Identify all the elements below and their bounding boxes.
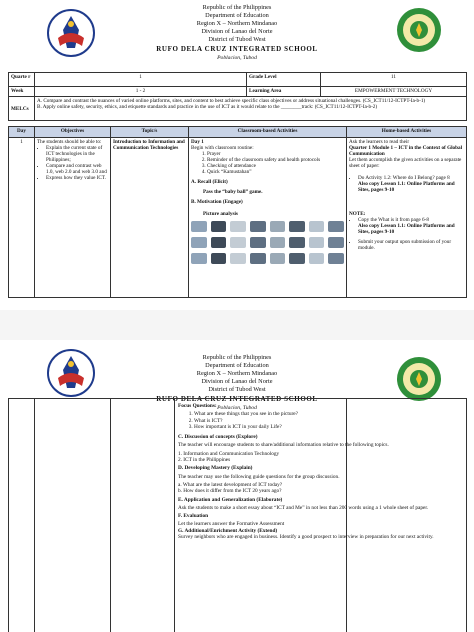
section-d-heading: D. Developing Mastery (Explain) (178, 465, 253, 472)
school-seal-icon (396, 356, 442, 402)
device-picture (250, 253, 266, 264)
routine-item: 2. Reminder of the classroom safety and health protocols (207, 157, 344, 163)
recall-text: Pass the “baby ball” game. (203, 189, 263, 195)
home-activity-item: • Do Activity 1.2: Where do I Belong? page 8 (358, 175, 464, 181)
focus-question: 1. What are these things that you see in the picture? (194, 411, 440, 417)
section-d-question: b. How does it differ from the ICT 20 years ago? (178, 488, 282, 495)
motivation-heading: B. Motivation (Engage) (191, 199, 243, 205)
objectives-intro: The students should be able to: (37, 139, 102, 145)
device-picture (270, 253, 286, 264)
device-picture (309, 221, 325, 232)
routine-intro: Begin with classroom routine: (191, 145, 254, 151)
section-f-heading: F. Evaluation (178, 513, 209, 520)
section-d-question: a. What are the latest development of ICT today? (178, 481, 283, 488)
section-c-heading: C. Discussion of concepts (Explore) (178, 434, 258, 441)
header-line: Region X – Northern Mindanao (196, 370, 278, 377)
header-line: Division of Lanao del Norte (201, 28, 273, 35)
section-e-text: Ask the students to make a short essay about “ICT and Me” in not less than 200 words using a 1 whole sheet of paper. (178, 504, 429, 511)
device-picture (289, 237, 305, 248)
school-address: Poblacion, Tubod (217, 405, 257, 411)
header-line: District of Tubod West (208, 386, 266, 393)
section-d-text: The teacher may use the following guide questions for the group discussion. (178, 473, 340, 480)
header-line: Department of Education (205, 362, 269, 369)
device-picture (309, 253, 325, 264)
routine-item: 4. Quick “Kamustahan” (207, 169, 344, 175)
melcs-label: MELCs (9, 97, 35, 121)
focus-heading: Focus Questions: (178, 403, 217, 409)
header-line: Republic of the Philippines (202, 354, 272, 361)
section-c-item: 2. ICT in the Philippines (178, 457, 231, 464)
table-border (8, 398, 466, 399)
grade-label: Grade Level (247, 73, 321, 87)
day-cell: 1 (9, 138, 35, 298)
column-header: Classroom-based Activities (189, 127, 347, 138)
device-picture (191, 221, 207, 232)
note-item: • Copy the What is it from page 6-8 (358, 217, 464, 223)
note-item: • Submit your output upon submission of your module. (358, 239, 464, 251)
header-line: Republic of the Philippines (202, 4, 272, 11)
section-f-text: Let the learners answer the Formative Assessment (178, 521, 285, 528)
home-activities-cell (347, 138, 467, 298)
column-header: Home-based Activities (347, 127, 467, 138)
picture-analysis-label: Picture analysis (203, 211, 238, 217)
device-picture (250, 237, 266, 248)
focus-question: 3. How important is ICT in your daily Life? (194, 424, 440, 430)
header-line: District of Tubod West (208, 36, 266, 43)
home-instruction: Let them accomplish the given activities on a separate sheet of paper: (349, 157, 462, 169)
objective-item: • Express how they value ICT. (46, 175, 108, 181)
school-name: RUFO DELA CRUZ INTEGRATED SCHOOL (156, 45, 318, 53)
deped-seal-icon (46, 8, 96, 58)
deped-seal-icon (46, 348, 96, 398)
section-e-heading: E. Application and Generalization (Elaborate) (178, 496, 283, 503)
quarter-value: 1 (35, 73, 247, 87)
header-line: Region X – Northern Mindanao (196, 20, 278, 27)
quarter-label: Quarte r (9, 73, 35, 87)
grade-value: 11 (321, 73, 467, 87)
objectives-cell (35, 138, 111, 298)
note-copy: Also copy Lesson 1.1: Online Platforms and Sites, pages 9-10 (358, 223, 455, 235)
table-border (34, 398, 35, 632)
picture-grid (191, 221, 344, 264)
section-g-text: Survey neighbors who are engaged in business. Identify a good prospect to interview in preparation for our next activity. (178, 534, 434, 541)
note-label: NOTE: (349, 211, 366, 217)
melc-item: A. Compare and contrast the nuances of varied online platforms, sites, and content to best achieve specific class objectives or address situational challenges. (CS_ICT11/12-ICTPT-Ia-b-1) (37, 98, 426, 104)
home-copy: Also copy Lesson 1.1: Online Platforms and Sites, pages 9-10 (358, 181, 455, 193)
section-g-heading: G. Additional/Enrichment Activity (Extend) (178, 527, 278, 534)
topic-cell: Introduction to Information and Communication Technologies (111, 138, 189, 298)
column-header: Objectives (35, 127, 111, 138)
section-c-item: 1. Information and Communication Technology (178, 450, 280, 457)
school-name: RUFO DELA CRUZ INTEGRATED SCHOOL (156, 395, 318, 403)
classroom-activities-cell (189, 138, 347, 298)
device-picture (250, 221, 266, 232)
table-border (174, 398, 175, 632)
home-module: Quarter 1 Module 1 – ICT in the Context of Global Communication (349, 145, 463, 157)
device-picture (328, 237, 344, 248)
week-label: Week (9, 87, 35, 97)
recall-heading: A. Recall (Elicit) (191, 179, 228, 185)
melc-item: B. Apply online safety, security, ethics, and etiquette standards and practice in the use of ICT as it would relate to the ________track: (CS_ICT11/12-ICTPT-Ia-b-2) (37, 104, 378, 110)
device-picture (230, 253, 246, 264)
device-picture (270, 237, 286, 248)
school-address: Poblacion, Tubod (217, 55, 257, 61)
objective-item: • Compare and contrast web 1.0, web 2.0 and web 3.0 and (46, 163, 108, 175)
info-table (8, 72, 467, 121)
table-border (110, 398, 111, 632)
classroom-activities-continued (178, 403, 440, 542)
routine-item: 1. Prayer (207, 151, 344, 157)
table-border (466, 398, 467, 632)
school-seal-icon (396, 7, 442, 53)
device-picture (309, 237, 325, 248)
device-picture (191, 237, 207, 248)
device-picture (289, 221, 305, 232)
device-picture (211, 237, 227, 248)
device-picture (328, 221, 344, 232)
letterhead (0, 0, 474, 80)
area-value: EMPOWERMENT TECHNOLOGY (321, 87, 467, 97)
device-picture (270, 221, 286, 232)
section-c-text: The teacher will encourage students to share/additional information relative to the following topics. (178, 442, 389, 449)
objective-item: • Explain the current state of ICT technologies in the Philippines; (46, 145, 108, 163)
week-value: 1 - 2 (35, 87, 247, 97)
home-intro: Ask the learners to read their (349, 139, 410, 145)
device-picture (328, 253, 344, 264)
column-header: Day (9, 127, 35, 138)
routine-item: 3. Checking of attendance (207, 163, 344, 169)
device-picture (230, 237, 246, 248)
lesson-table (8, 126, 467, 298)
table-border (8, 398, 9, 632)
header-line: Division of Lanao del Norte (201, 378, 273, 385)
area-label: Learning Area (247, 87, 321, 97)
focus-question: 2. What is ICT? (194, 418, 440, 424)
day-heading: Day 1 (191, 139, 204, 145)
device-picture (289, 253, 305, 264)
device-picture (211, 221, 227, 232)
device-picture (211, 253, 227, 264)
document-page-1 (0, 0, 474, 310)
column-header: Topic/s (111, 127, 189, 138)
device-picture (191, 253, 207, 264)
device-picture (230, 221, 246, 232)
header-line: Department of Education (205, 12, 269, 19)
